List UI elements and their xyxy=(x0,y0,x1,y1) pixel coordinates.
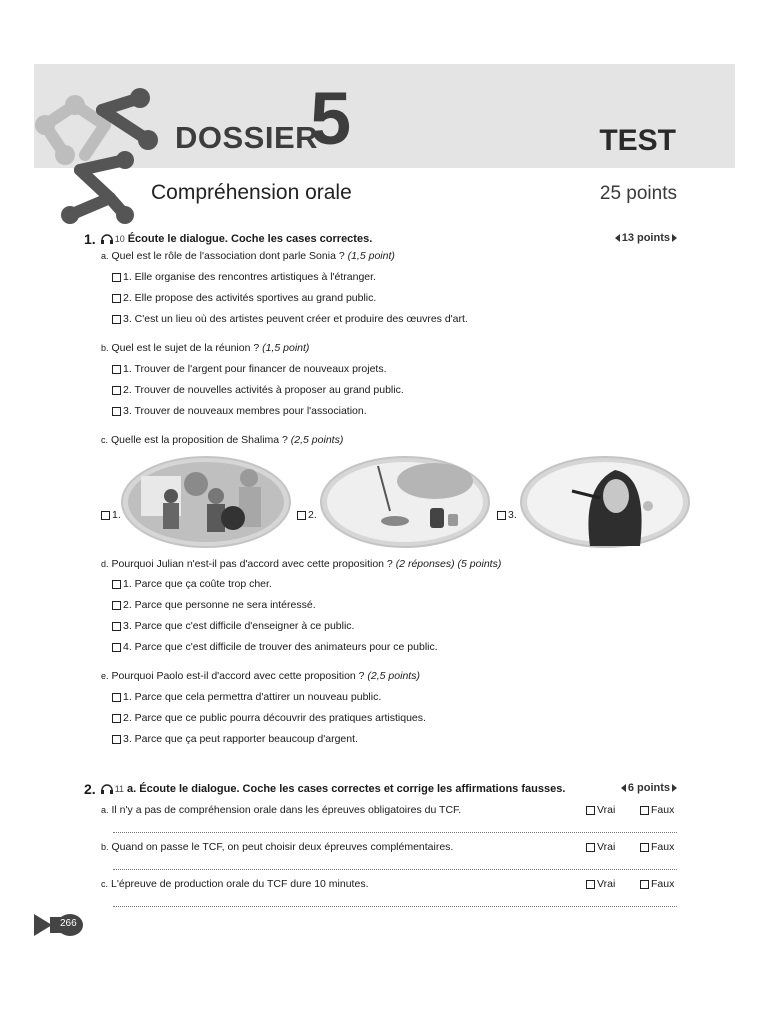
option-d1[interactable] xyxy=(112,578,272,590)
checkbox[interactable] xyxy=(112,407,121,416)
exercise-1-header xyxy=(84,231,372,247)
option-label: 4. Parce que c'est difficile de trouver des animateurs pour ce public. xyxy=(123,641,438,653)
option-e3[interactable] xyxy=(112,733,358,745)
statement-text: Quand on passe le TCF, on peut choisir deux épreuves complémentaires. xyxy=(111,841,454,853)
exercise-instruction: a. Écoute le dialogue. Coche les cases correctes et corrige les affirmations fausses. xyxy=(127,783,566,795)
headphones-icon xyxy=(100,784,114,795)
exercise-1-points xyxy=(615,232,677,244)
headphones-icon xyxy=(100,234,114,245)
test-label: TEST xyxy=(599,124,676,157)
checkbox[interactable] xyxy=(586,880,595,889)
checkbox[interactable] xyxy=(640,880,649,889)
option-e2[interactable] xyxy=(112,712,426,724)
checkbox[interactable] xyxy=(112,294,121,303)
checkbox[interactable] xyxy=(297,511,306,520)
false-label: Faux xyxy=(651,878,675,890)
true-option-a[interactable] xyxy=(586,804,615,816)
question-e xyxy=(101,670,420,682)
checkbox[interactable] xyxy=(497,511,506,520)
checkbox[interactable] xyxy=(112,714,121,723)
question-c xyxy=(101,434,343,446)
triangle-right-icon xyxy=(672,784,677,792)
statement-letter: c. xyxy=(101,879,109,889)
question-score: (2 réponses) (5 points) xyxy=(395,558,502,570)
page-number: 266 xyxy=(60,918,77,929)
question-score: (2,5 points) xyxy=(290,434,344,446)
checkbox[interactable] xyxy=(112,643,121,652)
points-label: 13 points xyxy=(621,232,670,244)
exercise-instruction: Écoute le dialogue. Coche les cases correctes. xyxy=(127,233,373,245)
statement-c xyxy=(101,878,368,890)
option-b2[interactable] xyxy=(112,384,404,396)
option-label: 2. Parce que personne ne sera intéressé. xyxy=(123,599,316,611)
correction-line-b[interactable] xyxy=(113,869,677,870)
exercise-2-points xyxy=(621,782,677,794)
question-text: Pourquoi Paolo est-il d'accord avec cette proposition ? xyxy=(111,670,368,682)
true-label: Vrai xyxy=(597,804,616,816)
question-letter: a. xyxy=(101,251,109,261)
section-points: 25 points xyxy=(599,183,677,204)
statement-b xyxy=(101,841,453,853)
checkbox[interactable] xyxy=(101,511,110,520)
question-letter: b. xyxy=(101,343,109,353)
option-d4[interactable] xyxy=(112,641,438,653)
option-b3[interactable] xyxy=(112,405,367,417)
image-option-label: 2. xyxy=(308,509,317,521)
points-label: 6 points xyxy=(627,782,670,794)
option-label: 2. Trouver de nouvelles activités à proposer au grand public. xyxy=(123,384,404,396)
statement-text: Il n'y a pas de compréhension orale dans les épreuves obligatoires du TCF. xyxy=(111,804,462,816)
option-a1[interactable] xyxy=(112,271,376,283)
statement-a xyxy=(101,804,461,816)
question-text: Pourquoi Julian n'est-il pas d'accord avec cette proposition ? xyxy=(111,558,396,570)
option-label: 1. Parce que cela permettra d'attirer un nouveau public. xyxy=(123,691,382,703)
checkbox[interactable] xyxy=(112,735,121,744)
triangle-left-icon xyxy=(621,784,626,792)
triangle-left-icon xyxy=(615,234,620,242)
molecule-decoration xyxy=(30,80,165,225)
checkbox[interactable] xyxy=(112,365,121,374)
exercise-number: 2. xyxy=(84,781,96,797)
exercise-2-header xyxy=(84,781,565,797)
question-a xyxy=(101,250,395,262)
checkbox[interactable] xyxy=(586,843,595,852)
checkbox[interactable] xyxy=(112,693,121,702)
checkbox[interactable] xyxy=(112,386,121,395)
image-option-3[interactable] xyxy=(497,509,517,521)
option-a3[interactable] xyxy=(112,313,468,325)
question-b xyxy=(101,342,309,354)
question-score: (2,5 points) xyxy=(367,670,420,682)
question-d xyxy=(101,558,501,570)
true-label: Vrai xyxy=(597,841,616,853)
checkbox[interactable] xyxy=(640,806,649,815)
checkbox[interactable] xyxy=(112,273,121,282)
false-option-a[interactable] xyxy=(640,804,674,816)
question-text: Quelle est la proposition de Shalima ? xyxy=(111,434,291,446)
correction-line-a[interactable] xyxy=(113,832,677,833)
question-score: (1,5 point) xyxy=(262,342,310,354)
option-e1[interactable] xyxy=(112,691,381,703)
option-b1[interactable] xyxy=(112,363,387,375)
statement-text: L'épreuve de production orale du TCF dure 10 minutes. xyxy=(111,878,369,890)
option-label: 3. Parce que c'est difficile d'enseigner à ce public. xyxy=(123,620,355,632)
section-title: Compréhension orale xyxy=(151,181,352,204)
track-number: 11 xyxy=(114,784,125,794)
option-label: 3. C'est un lieu où des artistes peuvent créer et produire des œuvres d'art. xyxy=(123,313,468,325)
question-letter: e. xyxy=(101,671,109,681)
checkbox[interactable] xyxy=(112,601,121,610)
false-label: Faux xyxy=(651,841,675,853)
checkbox[interactable] xyxy=(112,315,121,324)
option-label: 3. Trouver de nouveaux membres pour l'association. xyxy=(123,405,367,417)
triangle-right-icon xyxy=(672,234,677,242)
checkbox[interactable] xyxy=(112,622,121,631)
statement-letter: b. xyxy=(101,842,109,852)
option-label: 1. Parce que ça coûte trop cher. xyxy=(123,578,272,590)
option-label: 2. Parce que ce public pourra découvrir des pratiques artistiques. xyxy=(123,712,426,724)
true-option-c[interactable] xyxy=(586,878,615,890)
image-option-label: 3. xyxy=(508,509,517,521)
photo-painting-hands xyxy=(320,456,490,548)
statement-letter: a. xyxy=(101,805,109,815)
question-text: Quel est le rôle de l'association dont parle Sonia ? xyxy=(111,250,348,262)
question-score: (1,5 point) xyxy=(347,250,395,262)
option-d3[interactable] xyxy=(112,620,354,632)
checkbox[interactable] xyxy=(112,580,121,589)
question-letter: c. xyxy=(101,435,109,445)
image-option-label: 1. xyxy=(112,509,121,521)
exercise-number: 1. xyxy=(84,231,96,247)
photo-seniors-group xyxy=(121,456,291,548)
dossier-label: DOSSIER xyxy=(175,120,319,155)
option-d2[interactable] xyxy=(112,599,316,611)
option-label: 3. Parce que ça peut rapporter beaucoup d'argent. xyxy=(123,733,358,745)
false-option-c[interactable] xyxy=(640,878,674,890)
correction-line-c[interactable] xyxy=(113,906,677,907)
checkbox[interactable] xyxy=(640,843,649,852)
question-text: Quel est le sujet de la réunion ? xyxy=(111,342,263,354)
image-option-1[interactable] xyxy=(101,509,121,521)
track-number: 10 xyxy=(114,234,125,244)
option-label: 2. Elle propose des activités sportives au grand public. xyxy=(123,292,377,304)
question-letter: d. xyxy=(101,559,109,569)
option-label: 1. Elle organise des rencontres artistiques à l'étranger. xyxy=(123,271,376,283)
false-option-b[interactable] xyxy=(640,841,674,853)
checkbox[interactable] xyxy=(586,806,595,815)
photo-singer xyxy=(520,456,690,548)
image-option-2[interactable] xyxy=(297,509,317,521)
true-label: Vrai xyxy=(597,878,616,890)
dossier-number: 5 xyxy=(310,77,352,160)
option-a2[interactable] xyxy=(112,292,376,304)
false-label: Faux xyxy=(651,804,675,816)
option-label: 1. Trouver de l'argent pour financer de nouveaux projets. xyxy=(123,363,387,375)
true-option-b[interactable] xyxy=(586,841,615,853)
